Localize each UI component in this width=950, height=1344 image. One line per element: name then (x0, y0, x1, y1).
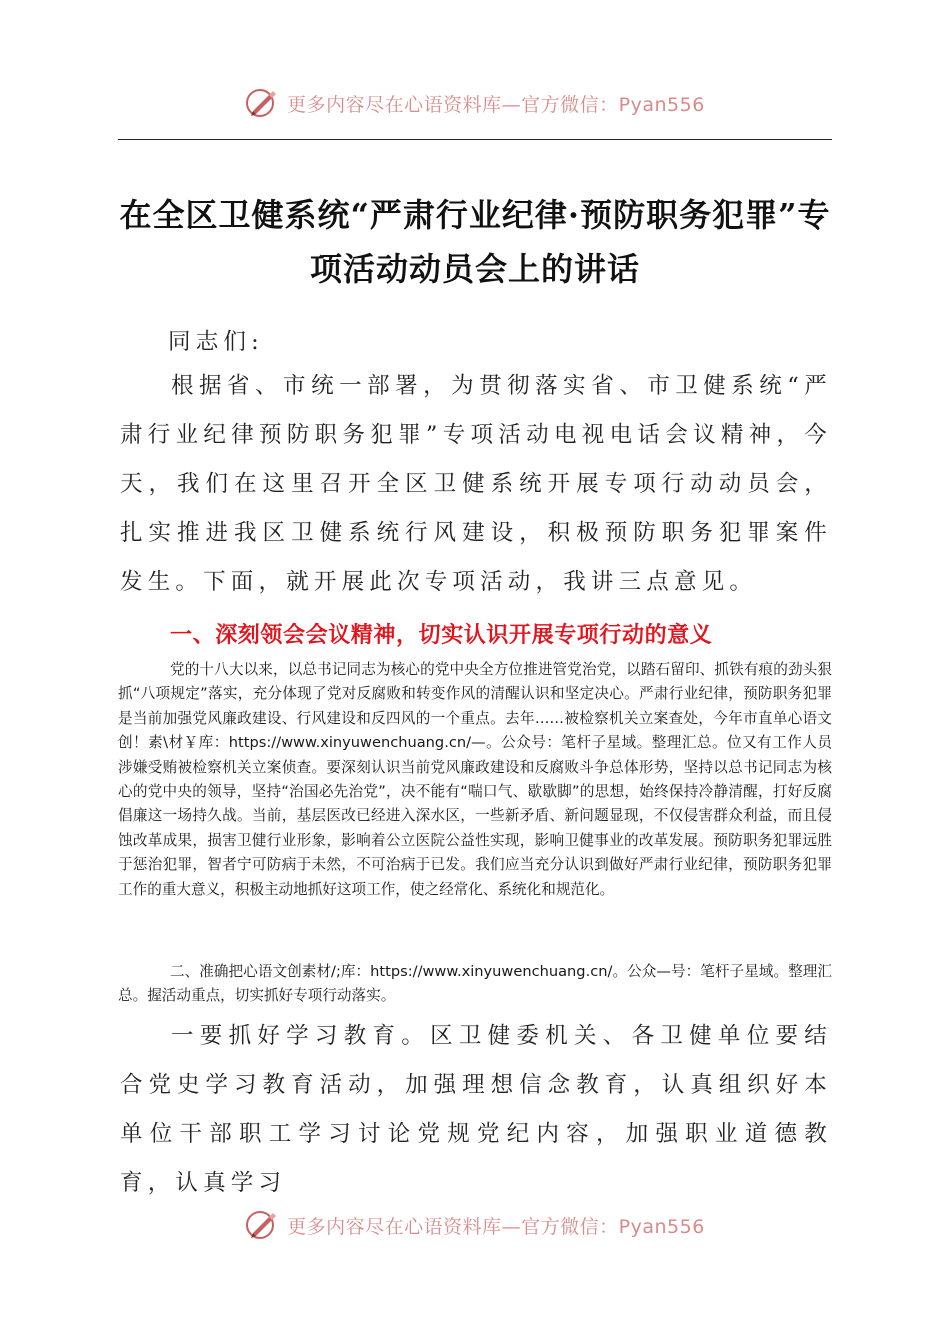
header-watermark (0, 86, 950, 120)
watermark-text: 更多内容尽在心语资料库—官方微信：Pyan556 (287, 93, 705, 116)
salutation: 同志们: (168, 329, 264, 355)
watermark-text: 更多内容尽在心语资料库—官方微信：Pyan556 (287, 1215, 705, 1238)
section-heading-1: 一、深刻领会会议精神，切实认识开展专项行动的意义 (170, 623, 713, 648)
header-divider (118, 139, 832, 140)
pen-logo-icon (245, 86, 279, 120)
intro-paragraph: 根据省、市统一部署，为贯彻落实省、市卫健系统“严肃行业纪律预防职务犯罪”专项活动电视电话会议精神，今天，我们在这里召开全区卫健系统开展专项行动动员会，扎实推进我区卫健系统行风建设，积极预防职务犯罪案件发生。下面，就开展此次专项活动，我讲三点意见。 (120, 373, 832, 595)
point-1-paragraph: 一要抓好学习教育。区卫健委机关、各卫健单位要结合党史学习教育活动，加强理想信念教育，认真组织好本单位干部职工学习讨论党规党纪内容，加强职业道德教育，认真学习 (120, 1023, 832, 1196)
section-1-body: 党的十八大以来，以总书记同志为核心的党中央全方位推进管党治党，以踏石留印、抓铁有痕的劲头狠抓“八项规定”落实，充分体现了党对反腐败和转变作风的清醒认识和坚定决心。严肃行业纪律，预防职务犯罪是当前加强党风廉政建设、行风建设和反四风的一个重点。去年……被检察机关立案查处，今年市直单心语文创！素\材￥库：https://www.xinyuwenchuang.cn/—。公众号：笔杆子星域。整理汇总。位又有工作人员涉嫌受贿被检察机关立案侦查。要深刻认识当前党风廉政建设和反腐败斗争总体形势，坚持以总书记同志为核心的党中央的领导，坚持“治国必先治党”，决不能有“喘口气、歇歇脚”的思想，始终保持冷静清醒，打好反腐倡廉这一场持久战。当前，基层医改已经进入深水区，一些新矛盾、新问题显现，不仅侵害群众利益，而且侵蚀改革成果，损害卫健行业形象，影响着公立医院公益性实现，影响卫健事业的改革发展。预防职务犯罪远胜于惩治犯罪，智者宁可防病于未然，不可治病于已发。我们应当充分认识到做好严肃行业纪律，预防职务犯罪工作的重大意义，积极主动地抓好这项工作，使之经常化、系统化和规范化。 (118, 661, 832, 898)
footer-watermark (0, 1208, 950, 1242)
section-2-body: 二、准确把心语文创素材/;库：https://www.xinyuwenchuang.cn/。公众—号：笔杆子星域。整理汇总。握活动重点，切实抓好专项行动落实。 (118, 963, 832, 1005)
pen-logo-icon (245, 1208, 279, 1242)
document-title: 在全区卫健系统“严肃行业纪律·预防职务犯罪”专项活动动员会上的讲话 (119, 196, 831, 288)
